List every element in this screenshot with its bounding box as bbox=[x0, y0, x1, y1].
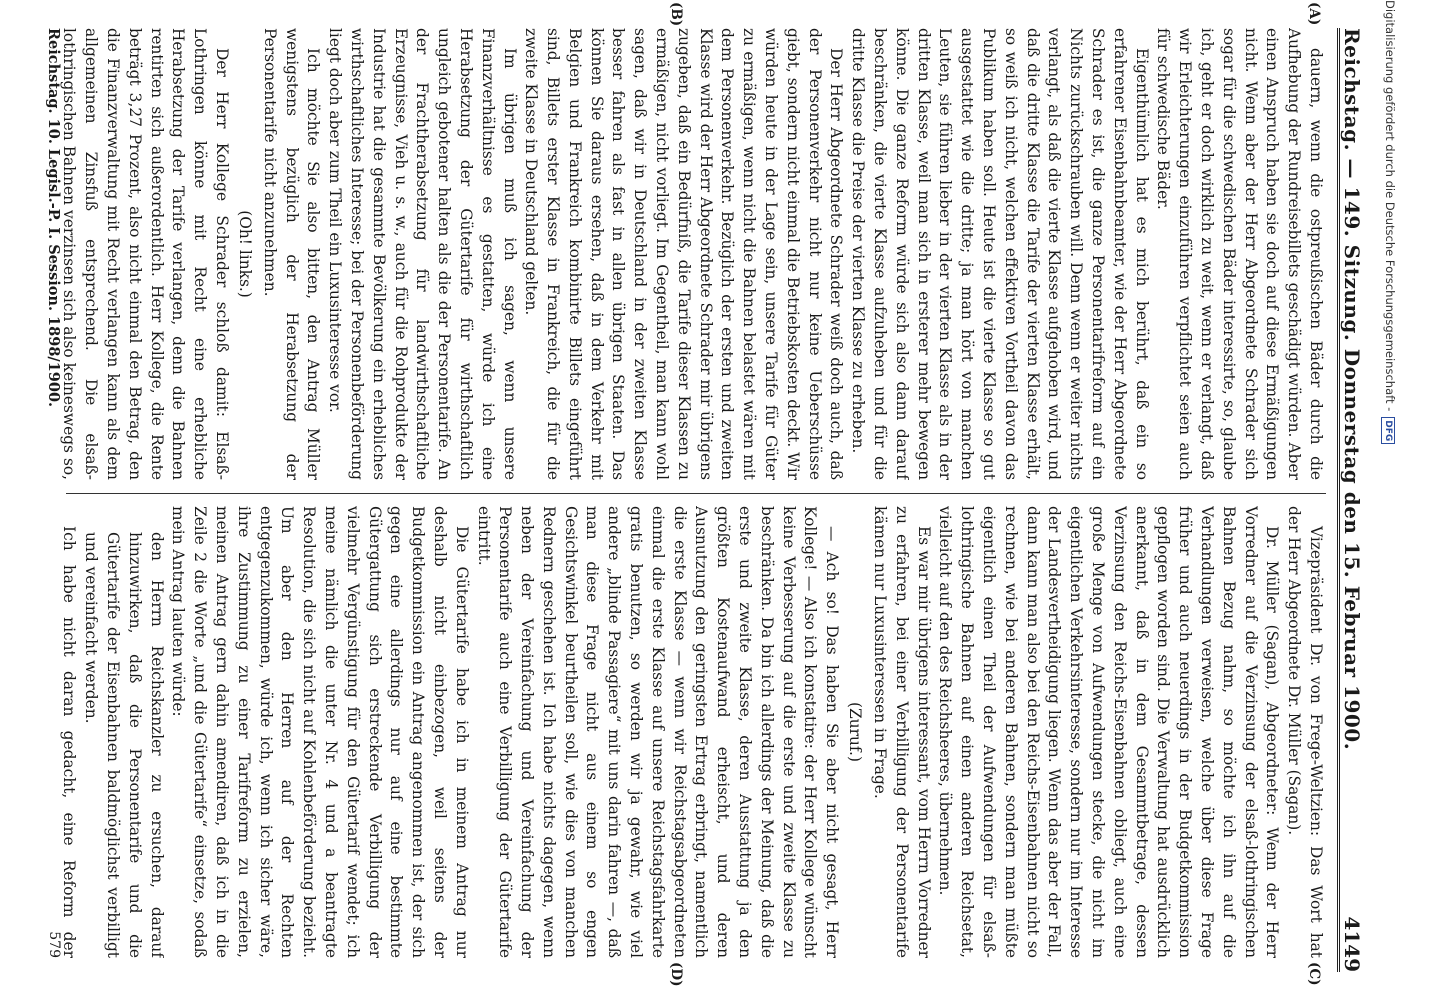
header-title: Reichstag. — 149. Sitzung. Donnerstag den 15. Februar 1900. bbox=[1340, 28, 1364, 751]
paragraph: Die Gütertarife habe ich in meinem Antrag nur deshalb nicht einbezogen, weil seitens der Budgetkommission ein Antrag angenommen ist, der sich gegen eine allerdings nur auf eine bestimmte Gütergattung sich erstreckende Verbilligung der vielmehr Vergünstigung für den Gütertarif wendet; ich meine nämlich die unter Nr. 4 und a beantragte Resolution, die sich nicht auf Kohlenbeförderung bezieht. Um aber den Herren auf der Rechten entgegenzukommen, würde ich, wenn ich sicher wäre, ihre Zustimmung zu einer Tarifreform zu erzielen, meinen Antrag gern dahin amendiren, daß ich in die Zeile 2 die Worte „und die Gütertarife“ einsetze, sodaß mein Antrag lauten würde: bbox=[169, 506, 471, 958]
left-text-column bbox=[56, 28, 1326, 480]
right-text-column bbox=[56, 506, 1326, 958]
rotated-document-page bbox=[34, 0, 1384, 1000]
margin-mark-b: (B) bbox=[668, 2, 684, 27]
digitization-credit bbox=[1380, 0, 1400, 1000]
paragraph: Eigenthümlich hat es mich berührt, daß ein so erfahrener Eisenbahnbeamter, wie der Herr Abgeordnete Schrader es ist, die ganze Personentarifreform auf ein Nichts zurückschrauben will. Denn wenn er weiter nichts verlangt, als daß die vierte Klasse aufgehoben wird, und daß die dritte Klasse die Tarife der vierten Klasse erhält, so weiß ich nicht, welchen effektiven Vortheil davon das Publikum haben soll. Heute ist die vierte Klasse so gut ausgestattet wie die dritte; ja man hört von manchen Leuten, sie führen lieber in der vierten Klasse als in der dritten Klasse, weil man sich in ersterer mehr bewegen könne. Die ganze Reform würde sich also dann darauf beschränken, die vierte Klasse aufzuheben und für die dritte Klasse die Preise der vierten Klasse zu erheben. bbox=[849, 28, 1151, 480]
left-footer bbox=[45, 28, 62, 480]
margin-mark-c: (C) bbox=[1306, 962, 1322, 986]
paragraph: Der Herr Abgeordnete Schrader weiß doch auch, daß der Personenverkehr nicht nur keine Ueberschüsse giebt, sondern nicht einmal die Betriebskosten deckt. Wir würden heute in der Lage sein, unsere Tarife für Güter zu ermäßigen, wenn nicht die Bahnen belastet wären mit dem Personenverkehr. Bezüglich der ersten und zweiten Klasse wird der Herr Abgeordnete Schrader mir übrigens zugeben, daß ein Bedürfniß, die Tarife dieser Klassen zu ermäßigen, nicht vorliegt. Im Gegentheil, man kann wohl sagen, daß wir in Deutschland in der zweiten Klasse besser fahren als fast in allen übrigen Staaten. Das können Sie daraus ersehen, daß in dem Verkehr mit Belgien und Frankreich kombinirte Billets eingeführt sind, Billets erster Klasse in Frankreich, die für die zweite Klasse in Deutschland gelten. bbox=[522, 28, 846, 480]
paragraph: Im übrigen muß ich sagen, wenn unsere Finanzverhältnisse es gestatten, würde ich eine Herabsetzung der Gütertarife für wirthschaftlich ungleich gebotener halten als die der Personentarife. An der Frachtherabsetzung für landwirthschaftliche Erzeugnisse, Vieh u. s. w., auch für die Rohprodukte der Industrie hat die gesammte Bevölkerung ein erhebliches wirthschaftliches Interesse; bei der Personenbeförderung liegt doch aber zum Theil ein Luxusinteresse vor. bbox=[326, 28, 519, 480]
margin-mark-d: (D) bbox=[668, 962, 684, 987]
footer-session-info: Reichstag. 10. Legisl.-P. I. Session. 1898/1900. bbox=[45, 28, 62, 408]
paragraph: Ich möchte Sie also bitten, den Antrag Müller wenigstens bezüglich der Herabsetzung der Personentarife nicht anzunehmen. bbox=[260, 28, 323, 480]
header-page-number: 4149 bbox=[1340, 916, 1364, 972]
dfg-logo: DFG bbox=[1381, 417, 1395, 444]
resolution-quote: den Herrn Reichskanzler zu ersuchen, darauf hinzuwirken, daß die Personentarife und die Gütertarife der Eisenbahnen baldmöglichst verbilligt und vereinfacht werden. bbox=[82, 532, 166, 958]
paragraph: Es war mir übrigens interessant, vom Herrn Vorredner zu erfahren, bei einer Verbilligung der Personentarife kämen nur Luxusinteressen in Frage. bbox=[871, 506, 933, 958]
margin-mark-a: (A) bbox=[1306, 2, 1322, 26]
page-footer-number: 579 bbox=[46, 931, 62, 958]
interjection: (Zuruf.) bbox=[846, 702, 865, 762]
speaker-intro: Vizepräsident Dr. von Frege-Weltzien: Das Wort hat der Herr Abgeordnete Dr. Müller (Sagan). bbox=[1285, 506, 1325, 958]
interjection: (Oh! links.) bbox=[235, 210, 254, 298]
column-divider bbox=[66, 493, 1326, 494]
paragraph: Der Herr Kollege Schrader schloß damit: Elsaß-Lothringen könne mit Recht eine erhebliche Herabsetzung der Tarife verlangen, denn die Bahnen rentirten sich außerordentlich. Herr Kollege, die Rente beträgt 3,27 Prozent, also nicht einmal den Betrag, den die Finanzverwaltung mit Recht verlangen kann als dem allgemeinen Zinsfuß entsprechend. Die elsaß-lothringischen Bahnen verzinsen sich also keineswegs so, bbox=[60, 28, 231, 480]
credit-text: Digitalisierung gefördert durch die Deutsche Forschungsgemeinschaft - bbox=[1383, 0, 1397, 412]
paragraph: dauern, wenn die ostpreußischen Bäder durch die Aufhebung der Rundreisebillets geschädigt würden. Aber einen Anspruch haben sie doch auf diese Ermäßigungen nicht. Wenn aber der Herr Abgeordnete Schrader sich sogar für die schwedischen Bäder interessirte, so, glaube ich, geht er doch wirklich zu weit, wenn er verlangt, daß wir Erleichterungen einzuführen verpflichtet seien auch für schwedische Bäder. bbox=[1154, 28, 1325, 480]
paragraph: — Ach so! Das haben Sie aber nicht gesagt, Herr Kollege! — Also ich konstatire: der Herr Kollege wünscht keine Verbesserung auf die erste und zweite Klasse zu beschränken. Da bin ich allerdings der Meinung, daß die erste und zweite Klasse, deren Ausstattung ja den größten Kostenaufwand erheischt, und deren Ausnutzung den geringsten Ertrag erbringt, namentlich die erste Klasse — wenn wir Reichstagsabgeordneten einmal die erste Klasse auf unsere Reichstagsfahrkarte gratis benutzen, so werden wir ja gewahr, wie viel andere „blinde Passagiere“ mit uns darin fahren —, daß man diese Frage nicht aus einem so engen Gesichtswinkel beurtheilen soll, wie dies von manchen Rednern geschehen ist. Ich habe nichts dagegen, wenn neben der Vereinfachung und Vereinfachung der Personentarife auch eine Verbilligung der Gütertarife eintritt. bbox=[474, 506, 842, 958]
paragraph: Dr. Müller (Sagan), Abgeordneter: Wenn der Herr Vorredner auf die Verzinsung der elsaß-lothringischen Bahnen Bezug nahm, so möchte ich ihn auf die Verhandlungen verweisen, welche über diese Frage früher und auch neuerdings in der Budgetkommission gepflogen worden sind. Die Verwaltung hat ausdrücklich anerkannt, daß in dem Gesammtbetrage, dessen Verzinsung den Reichs-Eisenbahnen obliegt, auch eine große Menge von Aufwendungen stecke, die nicht im eigentlichen Verkehrsinteresse, sondern nur im Interesse der Landesvertheidigung liegen. Wenn das aber der Fall, dann kann man also bei den Reichs-Eisenbahnen nicht so rechnen, wie bei anderen Bahnen, sondern man müßte eigentlich einen Theil der Aufwendungen für elsaß-lothringische Bahnen auf einen anderen Reichsetat, vielleicht auf den des Reichsheeres, übernehmen. bbox=[936, 506, 1282, 958]
page-header bbox=[1337, 28, 1374, 972]
paragraph: Ich habe nicht daran gedacht, eine Reform der bbox=[60, 526, 79, 958]
